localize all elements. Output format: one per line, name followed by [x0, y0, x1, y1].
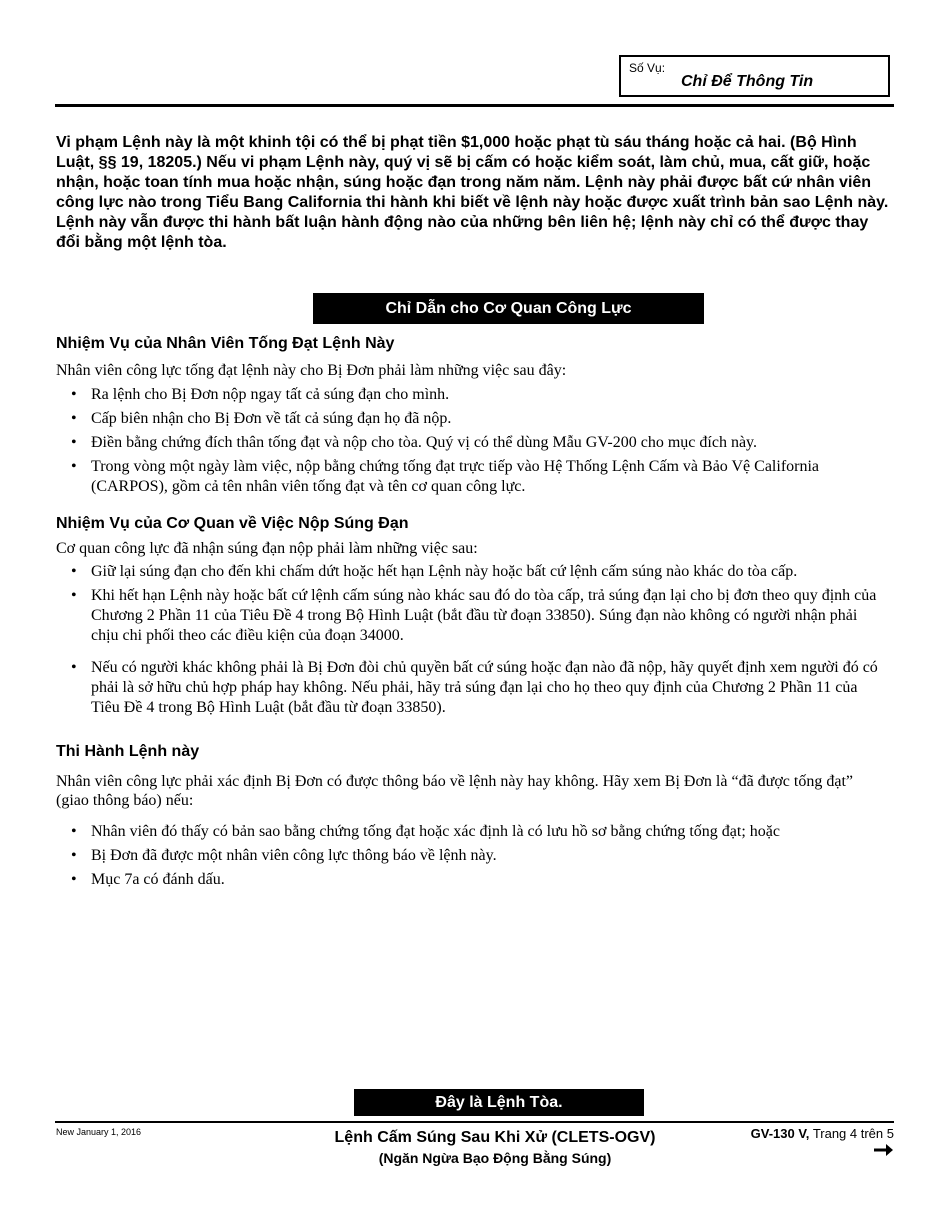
arrow-right-icon — [872, 1141, 894, 1159]
warning-paragraph: Vi phạm Lệnh này là một khinh tội có thể bị phạt tiền $1,000 hoặc phạt tù sáu tháng hoặc cả hai. (Bộ Hình Luật, §§ 19, 18205.) Nếu vi phạm Lệnh này, quý vị sẽ bị cấm có hoặc kiểm soát, làm chủ, mua, cất giữ, hoặc nhận, hoặc toan tính mua hoặc nhận, súng hoặc đạn trong năm năm. Lệnh này phải được bất cứ nhân viên công lực nào trong Tiểu Bang California thi hành khi biết về lệnh này hoặc được xuất trình bản sao Lệnh này. Lệnh này vẫn được thi hành bất luận hành động nào của những bên liên hệ; lệnh này chỉ có thể được thay đổi bằng một lệnh tòa. — [56, 134, 889, 251]
list-item: • Mục 7a có đánh dấu. — [56, 870, 886, 890]
top-divider — [55, 104, 894, 107]
enforcing-heading: Thi Hành Lệnh này — [56, 743, 200, 760]
footer-subtitle: (Ngăn Ngừa Bạo Động Bằng Súng) — [378, 1150, 612, 1166]
list-item: • Khi hết hạn Lệnh này hoặc bất cứ lệnh cấm súng nào khác sau đó do tòa cấp, trả súng đạn lại cho bị đơn theo quy định của Chương 2 Phần 11 của Tiêu Đề 4 trong Bộ Hình Luật (bắt đầu từ đoạn 33850). Súng đạn nào không có người nhận phải chịu chi phối theo các điều kiện của đoạn 34000. — [56, 586, 886, 646]
list-item: • Nhân viên đó thấy có bản sao bằng chứng tống đạt hoặc xác định là có lưu hồ sơ bằng chứng tống đạt; hoặc — [56, 822, 886, 842]
case-number-value: Chỉ Để Thông Tin — [681, 73, 814, 90]
footer-title: Lệnh Cấm Súng Sau Khi Xử (CLETS-OGV) — [334, 1129, 656, 1146]
serving-officer-list — [56, 385, 886, 501]
list-item: • Bị Đơn đã được một nhân viên công lực thông báo về lệnh này. — [56, 846, 886, 866]
case-number-label: Số Vụ: — [629, 61, 666, 75]
instructions-banner: Chỉ Dẫn cho Cơ Quan Công Lực — [313, 293, 704, 324]
list-item: • Trong vòng một ngày làm việc, nộp bằng chứng tống đạt trực tiếp vào Hệ Thống Lệnh Cấm và Bảo Vệ California (CARPOS), gồm cả tên nhân viên tống đạt và tên cơ quan công lực. — [56, 457, 886, 497]
list-item: • Cấp biên nhận cho Bị Đơn về tất cả súng đạn họ đã nộp. — [56, 409, 886, 429]
page-info: Trang 4 trên 5 — [812, 1126, 894, 1141]
serving-officer-intro: Nhân viên công lực tống đạt lệnh này cho Bị Đơn phải làm những việc sau đây: — [56, 362, 567, 379]
form-number: GV-130 V, — [750, 1126, 810, 1141]
enforcing-intro: Nhân viên công lực phải xác định Bị Đơn có được thông báo về lệnh này hay không. Hãy xem Bị Đơn là “đã được tống đạt” (giao thông báo) nếu: — [56, 773, 853, 809]
bottom-divider — [55, 1121, 894, 1123]
list-item: • Điền bằng chứng đích thân tống đạt và nộp cho tòa. Quý vị có thể dùng Mẫu GV-200 cho mục đích này. — [56, 433, 886, 453]
list-item: • Giữ lại súng đạn cho đến khi chấm dứt hoặc hết hạn Lệnh này hoặc bất cứ lệnh cấm súng nào khác do tòa cấp. — [56, 562, 886, 582]
court-order-banner: Đây là Lệnh Tòa. — [354, 1089, 644, 1116]
list-item: • Ra lệnh cho Bị Đơn nộp ngay tất cả súng đạn cho mình. — [56, 385, 886, 405]
list-item: • Nếu có người khác không phải là Bị Đơn đòi chủ quyền bất cứ súng hoặc đạn nào đã nộp, hãy quyết định xem người đó có phải là sở hữu chủ hợp pháp hay không. Nếu phải, hãy trả súng đạn lại cho họ theo quy định của Chương 2 Phần 11 của Tiêu Đề 4 trong Bộ Hình Luật (bắt đầu từ đoạn 33850). — [56, 658, 886, 718]
agency-intro: Cơ quan công lực đã nhận súng đạn nộp phải làm những việc sau: — [56, 540, 478, 557]
agency-heading: Nhiệm Vụ của Cơ Quan về Việc Nộp Súng Đạn — [56, 515, 409, 532]
footer-form-info — [751, 1126, 894, 1141]
serving-officer-heading: Nhiệm Vụ của Nhân Viên Tống Đạt Lệnh Này — [56, 335, 395, 352]
footer-date: New January 1, 2016 — [56, 1127, 142, 1137]
enforcing-list — [56, 822, 886, 894]
agency-list — [56, 562, 886, 722]
case-number-box — [619, 55, 890, 97]
